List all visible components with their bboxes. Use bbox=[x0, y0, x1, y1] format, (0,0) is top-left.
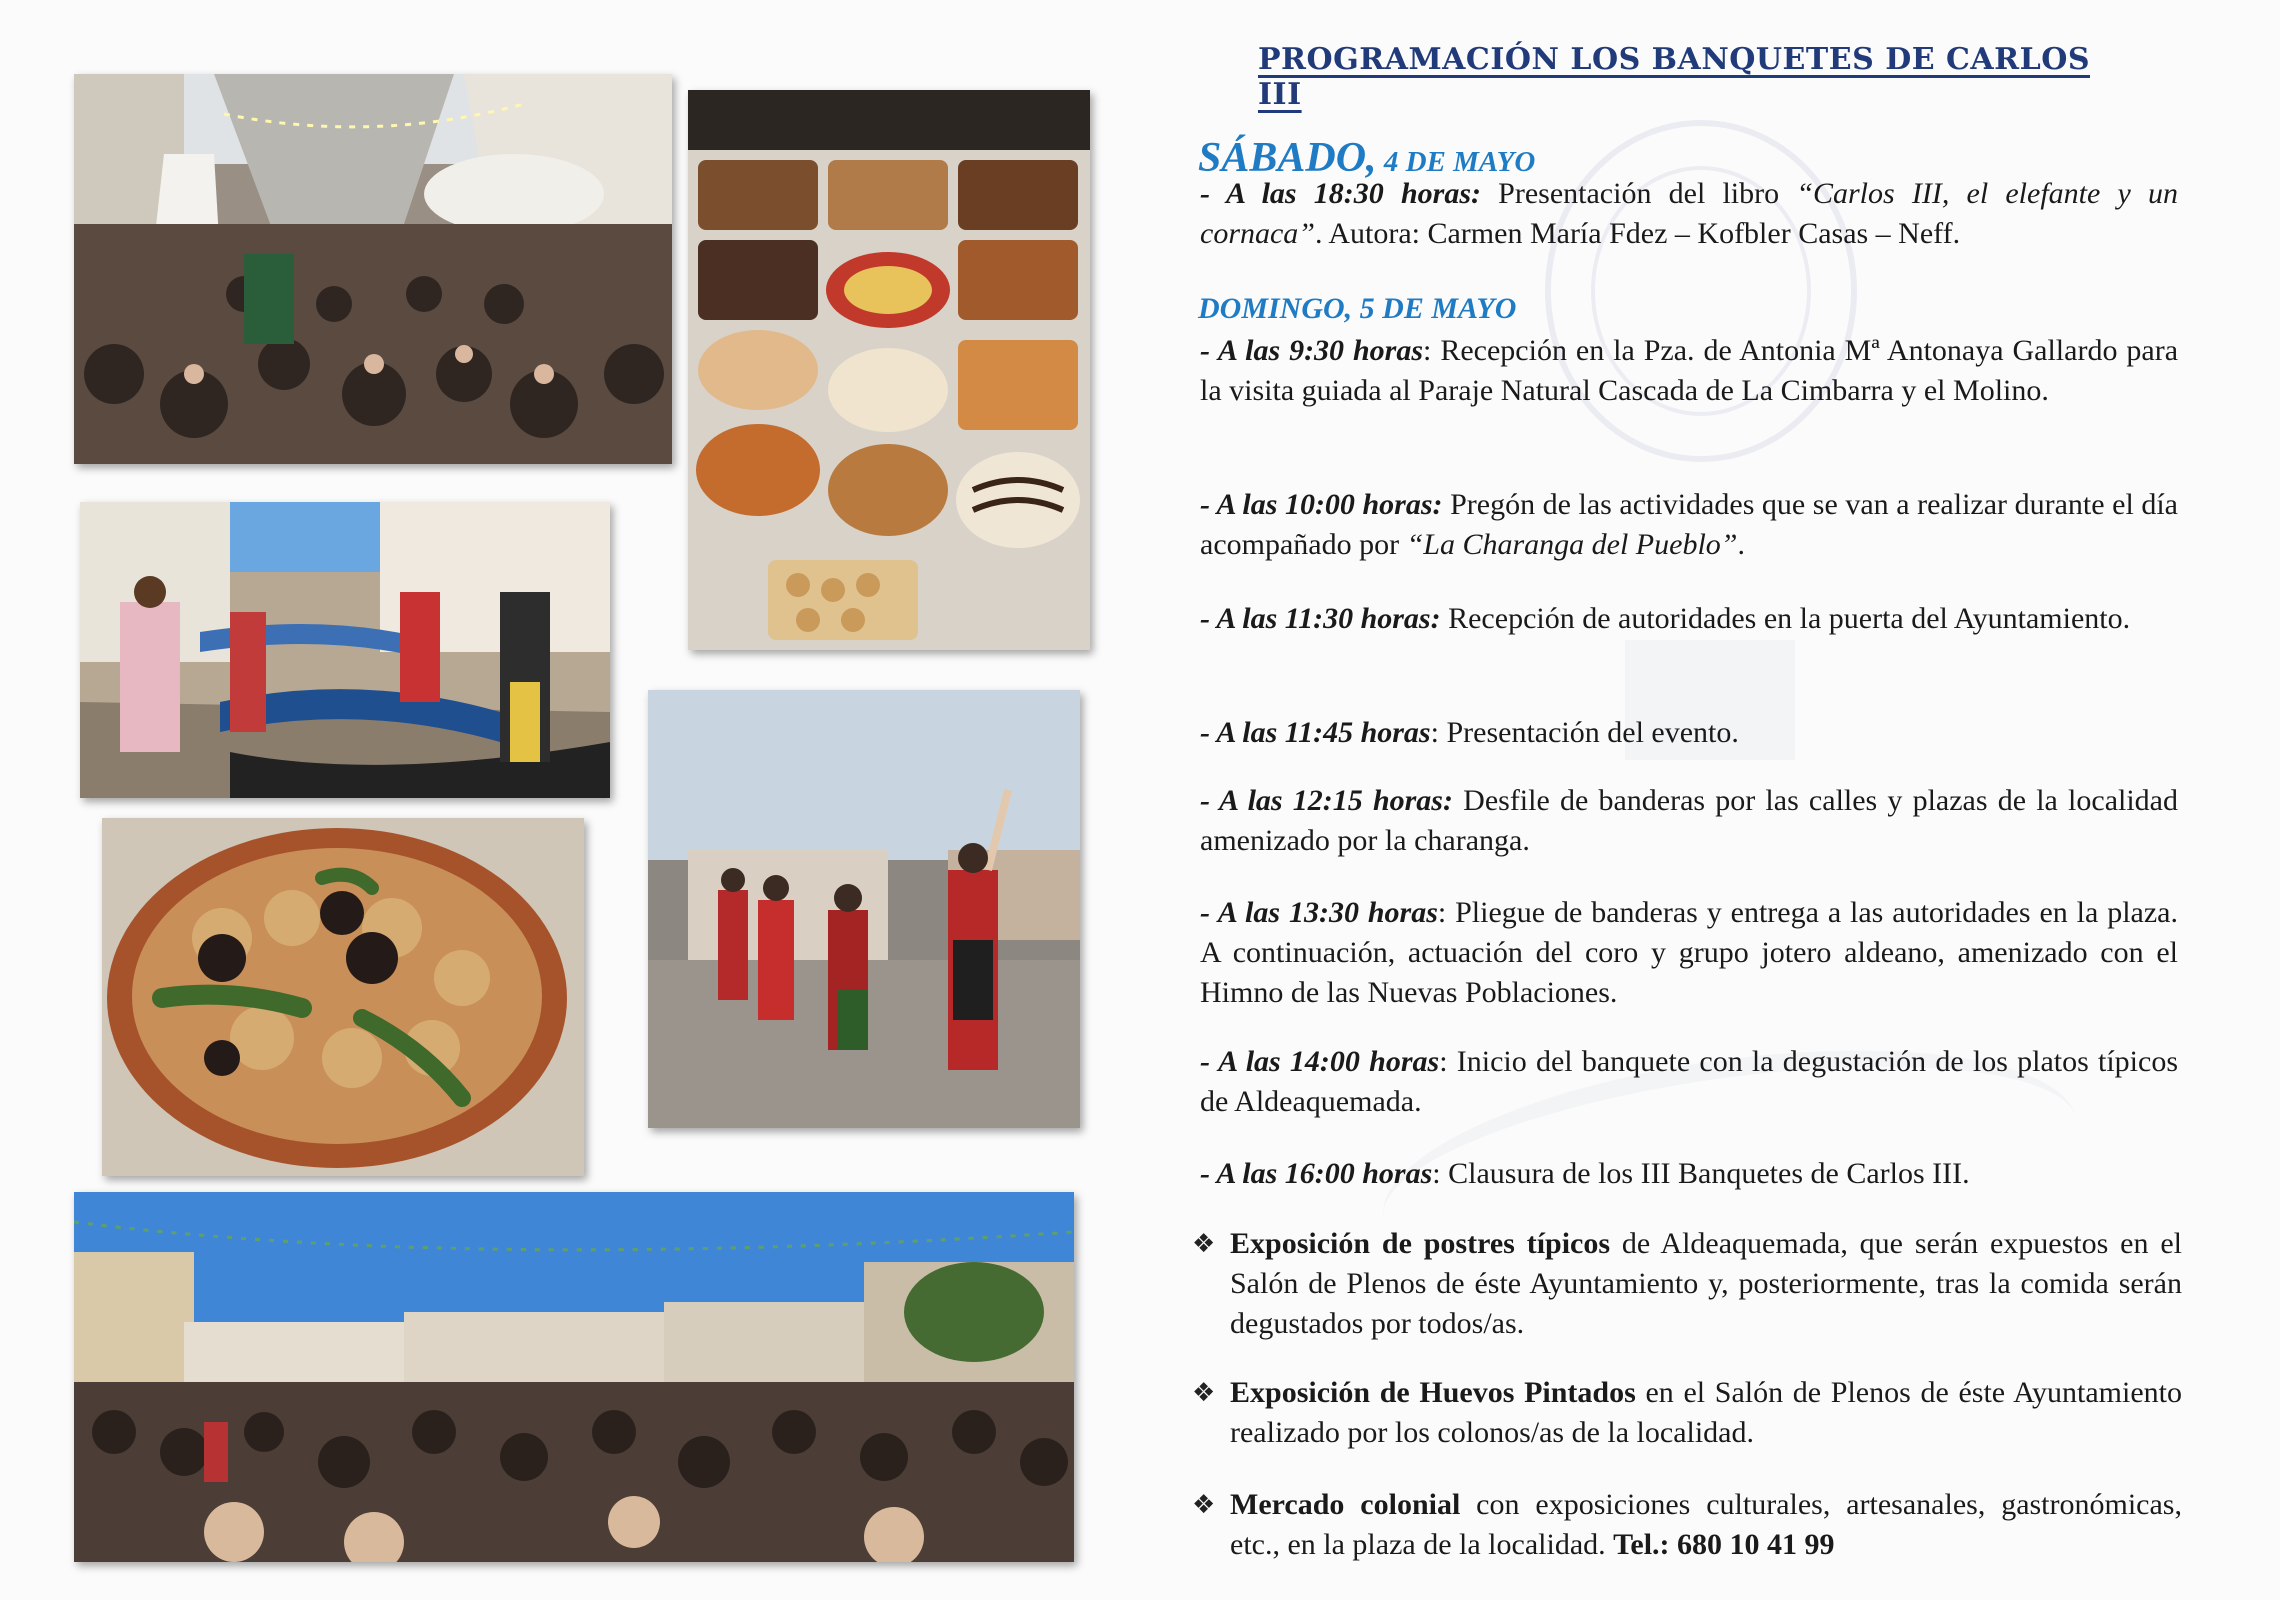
program-title: PROGRAMACIÓN LOS BANQUETES DE CARLOS III bbox=[1258, 42, 2090, 112]
day-name-saturday: SÁBADO, bbox=[1198, 135, 1377, 181]
schedule-entry-1000 bbox=[1200, 485, 2178, 565]
photo-dessert-table bbox=[688, 90, 1090, 650]
entry-sep: : bbox=[1437, 896, 1447, 929]
entry-sep: : bbox=[1430, 716, 1439, 749]
entry-sep: : bbox=[1423, 334, 1432, 367]
entry-text: Pliegue de banderas y entrega a las autoridades en la plaza. A continuación, actuación del coro y grupo jotero aldeano, amenizado con el Himno de las Nuevas Poblaciones. bbox=[1200, 896, 2178, 1009]
entry-sep: : bbox=[1439, 1045, 1448, 1078]
exhibit-mercado bbox=[1192, 1485, 2182, 1565]
diamond-bullet-icon: ❖ bbox=[1192, 1378, 1216, 1408]
entry-text-author: . Autora: Carmen María Fdez – Kofbler Casas – Neff. bbox=[1315, 217, 1961, 250]
entry-text: Presentación del evento. bbox=[1438, 716, 1739, 749]
entry-text: Clausura de los III Banquetes de Carlos III. bbox=[1440, 1157, 1970, 1190]
entry-text: Recepción en la Pza. de Antonia Mª Antonaya Gallardo para la visita guiada al Paraje Natural Cascada de La Cimbarra y el Molino. bbox=[1200, 334, 2179, 407]
exhibit-huevos bbox=[1192, 1373, 2182, 1453]
exhibit-text: con exposiciones culturales, artesanales, gastronómicas, etc., en la plaza de la localidad. bbox=[1230, 1488, 2182, 1561]
entry-time: - A las 16:00 horas bbox=[1200, 1157, 1433, 1190]
photo-plaza-panorama bbox=[74, 1192, 1074, 1562]
photo-folk-dance bbox=[648, 690, 1080, 1128]
entry-time: - A las 11:45 horas bbox=[1200, 716, 1431, 749]
entry-time: - A las 10:00 horas: bbox=[1200, 488, 1443, 521]
exhibit-title: Exposición de postres típicos bbox=[1230, 1227, 1611, 1260]
schedule-entry-1330 bbox=[1200, 893, 2178, 1013]
exhibit-title: Mercado colonial bbox=[1230, 1488, 1461, 1521]
diamond-bullet-icon: ❖ bbox=[1192, 1229, 1216, 1259]
exhibit-text: en el Salón de Plenos de éste Ayuntamiento realizado por los colonos/as de la localidad. bbox=[1230, 1376, 2182, 1449]
day-heading-sunday: DOMINGO, 5 DE MAYO bbox=[1198, 292, 1517, 325]
entry-time: - A las 18:30 horas: bbox=[1200, 177, 1481, 210]
book-title: “Carlos III, el elefante y un cornaca” bbox=[1200, 177, 2178, 250]
entry-time: - A las 13:30 horas bbox=[1200, 896, 1438, 929]
entry-text: Desfile de banderas por las calles y plazas de la localidad amenizado por la charanga. bbox=[1200, 784, 2178, 857]
entry-time: - A las 11:30 horas: bbox=[1200, 602, 1441, 635]
exhibit-title: Exposición de Huevos Pintados bbox=[1230, 1376, 1636, 1409]
entry-time: - A las 12:15 horas: bbox=[1200, 784, 1453, 817]
exhibit-text: de Aldeaquemada, que serán expuestos en el Salón de Plenos de éste Ayuntamiento y, posteriormente, tras la comida serán degustados por todos/as. bbox=[1230, 1227, 2182, 1340]
entry-text: Presentación del libro bbox=[1480, 177, 1797, 210]
schedule-entry-1600 bbox=[1200, 1154, 2178, 1194]
schedule-entry-1830 bbox=[1200, 174, 2178, 254]
schedule-entry-0930 bbox=[1200, 331, 2178, 411]
exhibit-postres bbox=[1192, 1224, 2182, 1344]
band-name: “La Charanga del Pueblo” bbox=[1406, 528, 1738, 561]
schedule-entry-1145 bbox=[1200, 713, 2178, 753]
photo-clay-dish bbox=[102, 818, 584, 1176]
entry-end: . bbox=[1737, 528, 1745, 561]
phone-number: Tel.: 680 10 41 99 bbox=[1613, 1528, 1835, 1561]
photo-street-crowd bbox=[74, 74, 672, 464]
diamond-bullet-icon: ❖ bbox=[1192, 1490, 1216, 1520]
entry-text: Inicio del banquete con la degustación de los platos típicos de Aldeaquemada. bbox=[1200, 1045, 2179, 1118]
schedule-entry-1215 bbox=[1200, 781, 2178, 861]
entry-sep: : bbox=[1432, 1157, 1441, 1190]
entry-text: Pregón de las actividades que se van a realizar durante el día acompañado por bbox=[1200, 488, 2178, 561]
schedule-entry-1130 bbox=[1200, 599, 2178, 639]
entry-time: - A las 9:30 horas bbox=[1200, 334, 1424, 367]
photo-flag-parade bbox=[80, 502, 610, 798]
entry-time: - A las 14:00 horas bbox=[1200, 1045, 1440, 1078]
entry-text: Recepción de autoridades en la puerta del Ayuntamiento. bbox=[1440, 602, 2131, 635]
day-date-saturday: 4 DE MAYO bbox=[1376, 146, 1536, 178]
schedule-entry-1400 bbox=[1200, 1042, 2178, 1122]
